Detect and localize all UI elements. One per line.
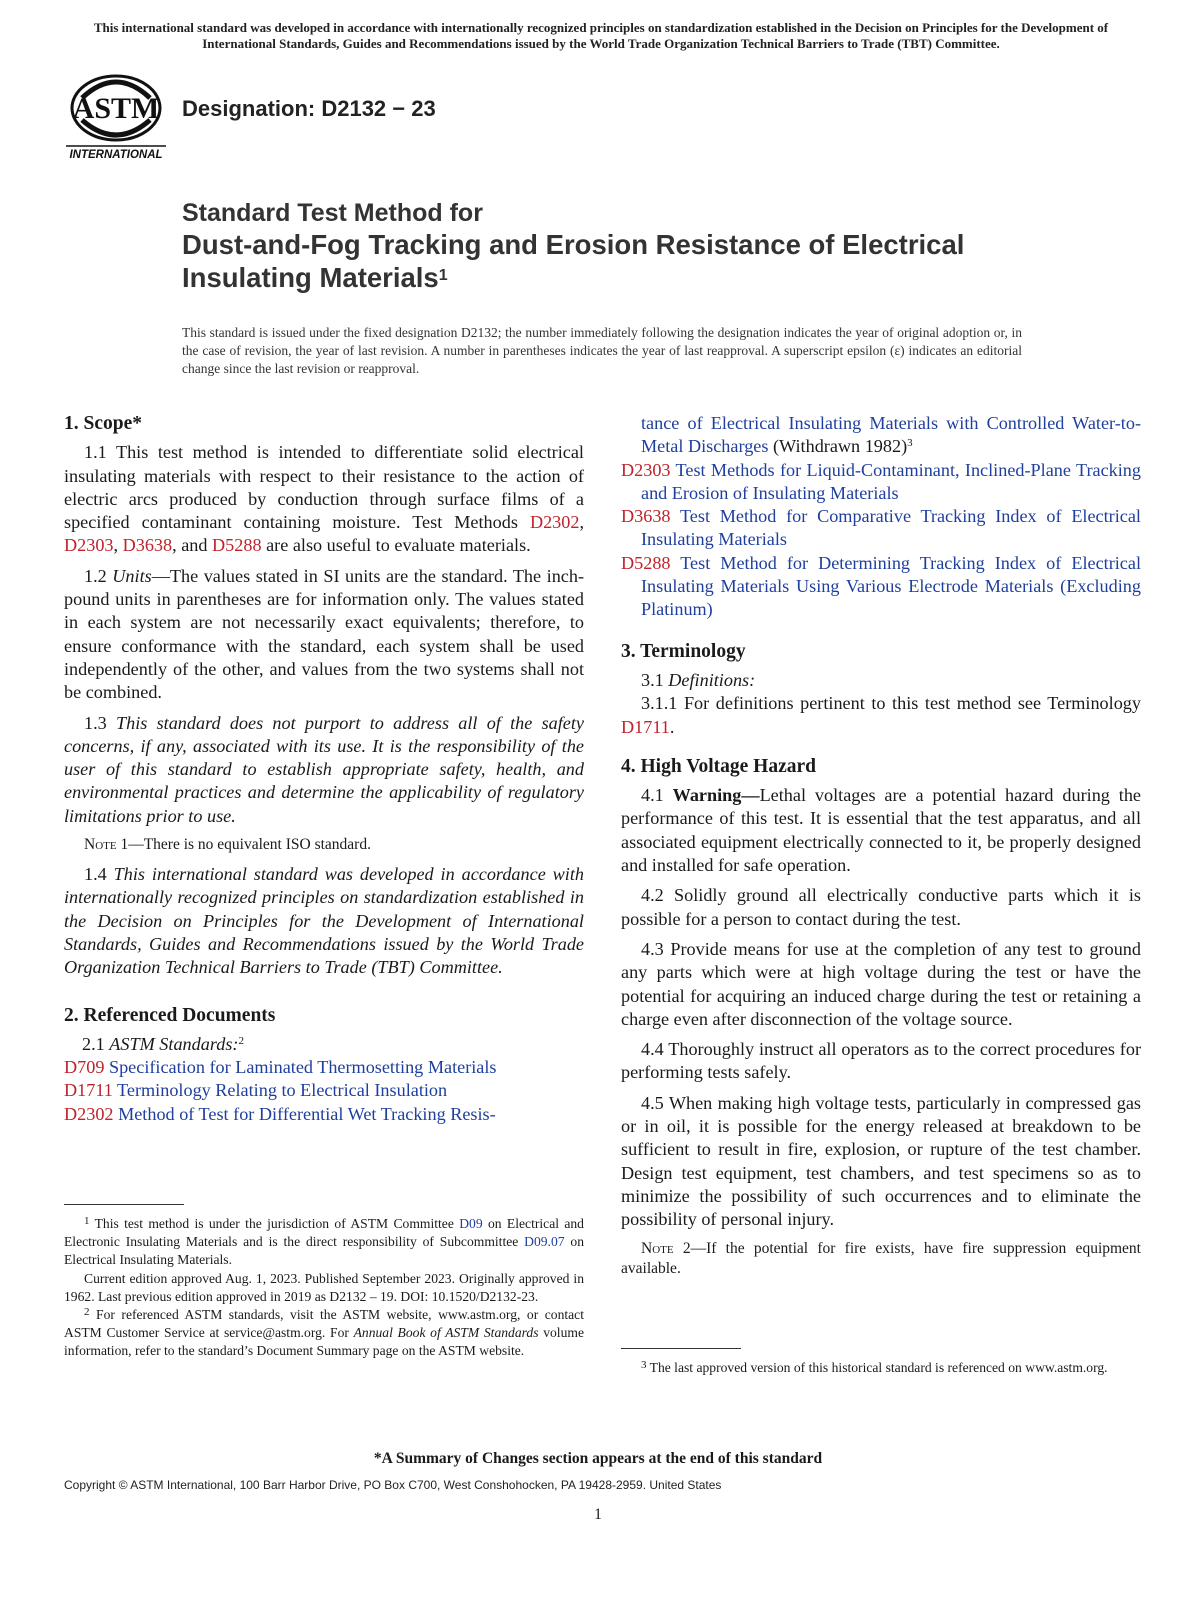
issuance-statement: This standard is issued under the fixed designation D2132; the number immediately following the designation indicates the year of original adoption or, in the case of revision, the year of last revision. A number in parentheses indicates the year of last reapproval. A superscript epsilon (ε) indicates an editorial change since the last revision or reapproval. [182, 325, 1022, 376]
ref-code-d2303[interactable]: D2303 [621, 459, 671, 480]
para-4-2: 4.2 Solidly ground all electrically conductive parts which it is possible for a person to contact during the test. [621, 885, 1141, 929]
summary-of-changes-note: *A Summary of Changes section appears at the end of this standard [373, 1450, 823, 1467]
left-column [64, 412, 585, 1359]
sep: , [579, 512, 584, 533]
note-1 [64, 835, 584, 855]
ref-title[interactable]: Test Method for Comparative Tracking Index of Electrical Insulating Materials [641, 506, 1141, 550]
para-num: 1.4 [84, 864, 114, 885]
para-1-1 [64, 441, 584, 557]
ref-title[interactable]: Test Methods for Liquid-Contaminant, Inclined-Plane Tracking and Erosion of Insulating Materials [641, 459, 1141, 503]
footnote-mark-3: 3 [907, 437, 913, 450]
para-4-4: 4.4 Thoroughly instruct all operators as to the correct procedures for performing tests safely. [621, 1039, 1141, 1083]
sep: , [113, 535, 123, 556]
footnote-3-text: The last approved version of this historical standard is referenced on www.astm.org. [646, 1360, 1108, 1375]
footnote-1-mark: 1 [84, 1215, 90, 1227]
subsection-3-1 [621, 669, 1141, 692]
para-1-1-end: are also useful to evaluate materials. [261, 535, 531, 556]
ref-code-d709[interactable]: D709 [64, 1057, 105, 1078]
subsection-2-1 [64, 1033, 584, 1056]
para-1-3-text: This standard does not purport to address all of the safety concerns, if any, associated with its use. It is the responsibility of the user of this standard to establish appropriate safety, health, and environmental practices and determine the applicability of regulatory limitations prior to use. [64, 712, 584, 826]
para-num: 4.1 [641, 785, 673, 806]
section-2-heading: 2. Referenced Documents [64, 1004, 276, 1026]
section-3-heading: 3. Terminology [621, 640, 746, 662]
footnote-3-mark: 3 [641, 1359, 647, 1371]
para-1-2 [64, 565, 584, 705]
footnote-1-text: on Electrical Insulating Materials. [64, 1234, 584, 1268]
footnote-2 [64, 1306, 584, 1361]
ref-item [621, 552, 1141, 622]
note-2-text: —If the potential for fire exists, have fire suppression equipment available. [621, 1239, 1141, 1277]
para-1-2-text: —The values stated in SI units are the standard. The inch-pound units in parentheses are for information only. The values stated in each system are not necessarily exact equivalents; therefore, to ensure conformance with the standard, each system shall be used independently of the other, and values from the two systems shall not be combined. [64, 565, 585, 703]
astm-logo [64, 70, 168, 166]
note-2 [621, 1239, 1141, 1279]
page-number: 1 [594, 1506, 602, 1523]
footnote-1-text: on Electrical and Electronic Insulating Materials and is the direct responsibility of Subcommittee [64, 1216, 584, 1250]
footnote-2-mark: 2 [84, 1306, 90, 1319]
ref-code-d1711[interactable]: D1711 [64, 1080, 113, 1101]
ref-code-d3638[interactable]: D3638 [621, 506, 671, 527]
footnote-3 [621, 1359, 1141, 1377]
para-4-5: 4.5 When making high voltage tests, particularly in compressed gas or in oil, it is possible for the energy released at breakdown to be sufficient to result in fire, explosion, or rupture of the test chamber. Design test equipment, test chambers, and test specimens so as to minimize the possibility of such occurrences and to eliminate the possibility of personal injury. [621, 1092, 1141, 1230]
title-line-3 [182, 261, 1082, 294]
footnote-2-text: For referenced ASTM standards, visit the ASTM website, www.astm.org, or contact ASTM Customer Service at service@astm.org. For [64, 1307, 584, 1341]
designation: Designation: D2132 − 23 [182, 96, 436, 121]
footnote-mark-2: 2 [238, 1034, 244, 1047]
link-d1711[interactable]: D1711 [621, 716, 670, 737]
para-4-1 [621, 784, 1141, 877]
logo-caption: INTERNATIONAL [69, 149, 163, 161]
title-line-2: Dust-and-Fog Tracking and Erosion Resistance of Electrical [182, 229, 965, 260]
para-1-4 [64, 863, 584, 979]
logo-letters: ASTM [72, 92, 160, 125]
footnote-1-edition: Current edition approved Aug. 1, 2023. Published September 2023. Originally approved in 1962. Last previous edition approved in 2019 as D2132 – 19. DOI: 10.1520/D2132-23. [64, 1270, 584, 1304]
link-d09[interactable]: D09 [459, 1216, 483, 1231]
ref-item-continued [621, 412, 1141, 459]
ref-item [64, 1079, 584, 1102]
left-footnotes [64, 1204, 584, 1361]
note-1-label: Note 1 [84, 836, 129, 854]
ref-title[interactable]: Test Method for Determining Tracking Index of Electrical Insulating Materials Using Various Electrode Materials (Excluding Platinum) [641, 552, 1141, 620]
ref-item [64, 1056, 584, 1079]
note-2-label: Note 2 [641, 1239, 691, 1257]
para-num: 3.1 [641, 669, 669, 690]
footnote-1 [64, 1215, 584, 1270]
footnote-2-book: Annual Book of ASTM Standards [353, 1325, 539, 1341]
para-num: 2.1 [82, 1033, 110, 1054]
copyright-line: Copyright © ASTM International, 100 Barr Harbor Drive, PO Box C700, West Conshohocken, PA 19428-2959. United States [64, 1478, 722, 1492]
ref-code-d5288[interactable]: D5288 [621, 552, 671, 573]
para-1-3 [64, 712, 584, 828]
link-d5288[interactable]: D5288 [212, 535, 262, 556]
tbt-banner: This international standard was developed in accordance with internationally recognized principles on standardization established in the Decision on Principles for the Development of International Standards, Guides and Recommendations issued by the World Trade Organization Technical Barriers to Trade (TBT) Committee. [93, 20, 1109, 51]
link-d2302[interactable]: D2302 [529, 512, 580, 533]
ref-title[interactable]: Specification for Laminated Thermosetting Materials [104, 1057, 497, 1078]
warning-label: Warning— [672, 785, 760, 806]
right-column [621, 412, 1141, 1375]
link-d3638[interactable]: D3638 [122, 535, 173, 556]
section-1-heading: 1. Scope* [64, 413, 142, 434]
link-d2303[interactable]: D2303 [64, 535, 114, 556]
para-1-1-text: 1.1 This test method is intended to differentiate solid electrical insulating materials with respect to their resistance to the action of electric arcs produced by conduction through surface films of a specified contaminant containing moisture. Test Methods [64, 442, 584, 533]
link-d09-07[interactable]: D09.07 [524, 1234, 565, 1250]
title-line-3-text: Insulating Materials [182, 262, 439, 293]
ref-code-d2302[interactable]: D2302 [64, 1103, 114, 1124]
title-line-1: Standard Test Method for [182, 199, 483, 227]
ref-item [621, 505, 1141, 552]
section-4-heading: 4. High Voltage Hazard [621, 755, 817, 777]
para-3-1-1-text: 3.1.1 For definitions pertinent to this test method see Terminology [641, 693, 1141, 714]
para-4-3: 4.3 Provide means for use at the completion of any test to ground any parts which were at high voltage during the test or have the potential for acquiring an induced charge during the test or retaining a charge even after disconnection of the voltage source. [621, 938, 1141, 1029]
withdrawn-note: (Withdrawn 1982) [768, 436, 908, 457]
para-1-4-text: This international standard was developed in accordance with internationally recognized principles on standardization established in the Decision on Principles for the Development of International Standards, Guides and Recommendations issued by the World Trade Organization Technical Barriers to Trade (TBT) Committee. [64, 864, 585, 978]
para-3-1-1 [621, 692, 1141, 739]
ref-item [621, 459, 1141, 506]
document-title [182, 198, 1082, 294]
ref-title[interactable]: Terminology Relating to Electrical Insulation [112, 1080, 448, 1101]
footnote-1-text: This test method is under the jurisdiction of ASTM Committee [89, 1216, 460, 1231]
footnote-rule [621, 1348, 741, 1349]
sep: , and [172, 535, 213, 556]
subsection-3-1-label: Definitions: [668, 669, 756, 690]
para-num: 1.2 [84, 565, 113, 586]
para-4-1-text: Lethal voltages are a potential hazard during the performance of this test. It is essential that the test apparatus, and all associated equipment electrically connected to it, be properly designed and installed for safe operation. [621, 785, 1141, 876]
ref-item [64, 1103, 584, 1126]
footnote-2-text: volume information, refer to the standard’s Document Summary page on the ASTM website. [64, 1325, 584, 1359]
para-num: 1.3 [84, 712, 116, 733]
right-footnotes [621, 1348, 1141, 1377]
period: . [669, 716, 675, 737]
ref-title[interactable]: Method of Test for Differential Wet Tracking Resis- [113, 1103, 496, 1124]
para-1-2-label: Units [112, 565, 152, 586]
ref-title[interactable]: tance of Electrical Insulating Materials with Controlled Water-to-Metal Discharges [641, 413, 1141, 457]
footnote-rule [64, 1204, 184, 1205]
subsection-2-1-label: ASTM Standards: [109, 1033, 239, 1054]
title-footnote-mark: 1 [438, 267, 448, 284]
note-1-text: —There is no equivalent ISO standard. [128, 836, 371, 854]
astm-logo-icon [64, 70, 168, 166]
